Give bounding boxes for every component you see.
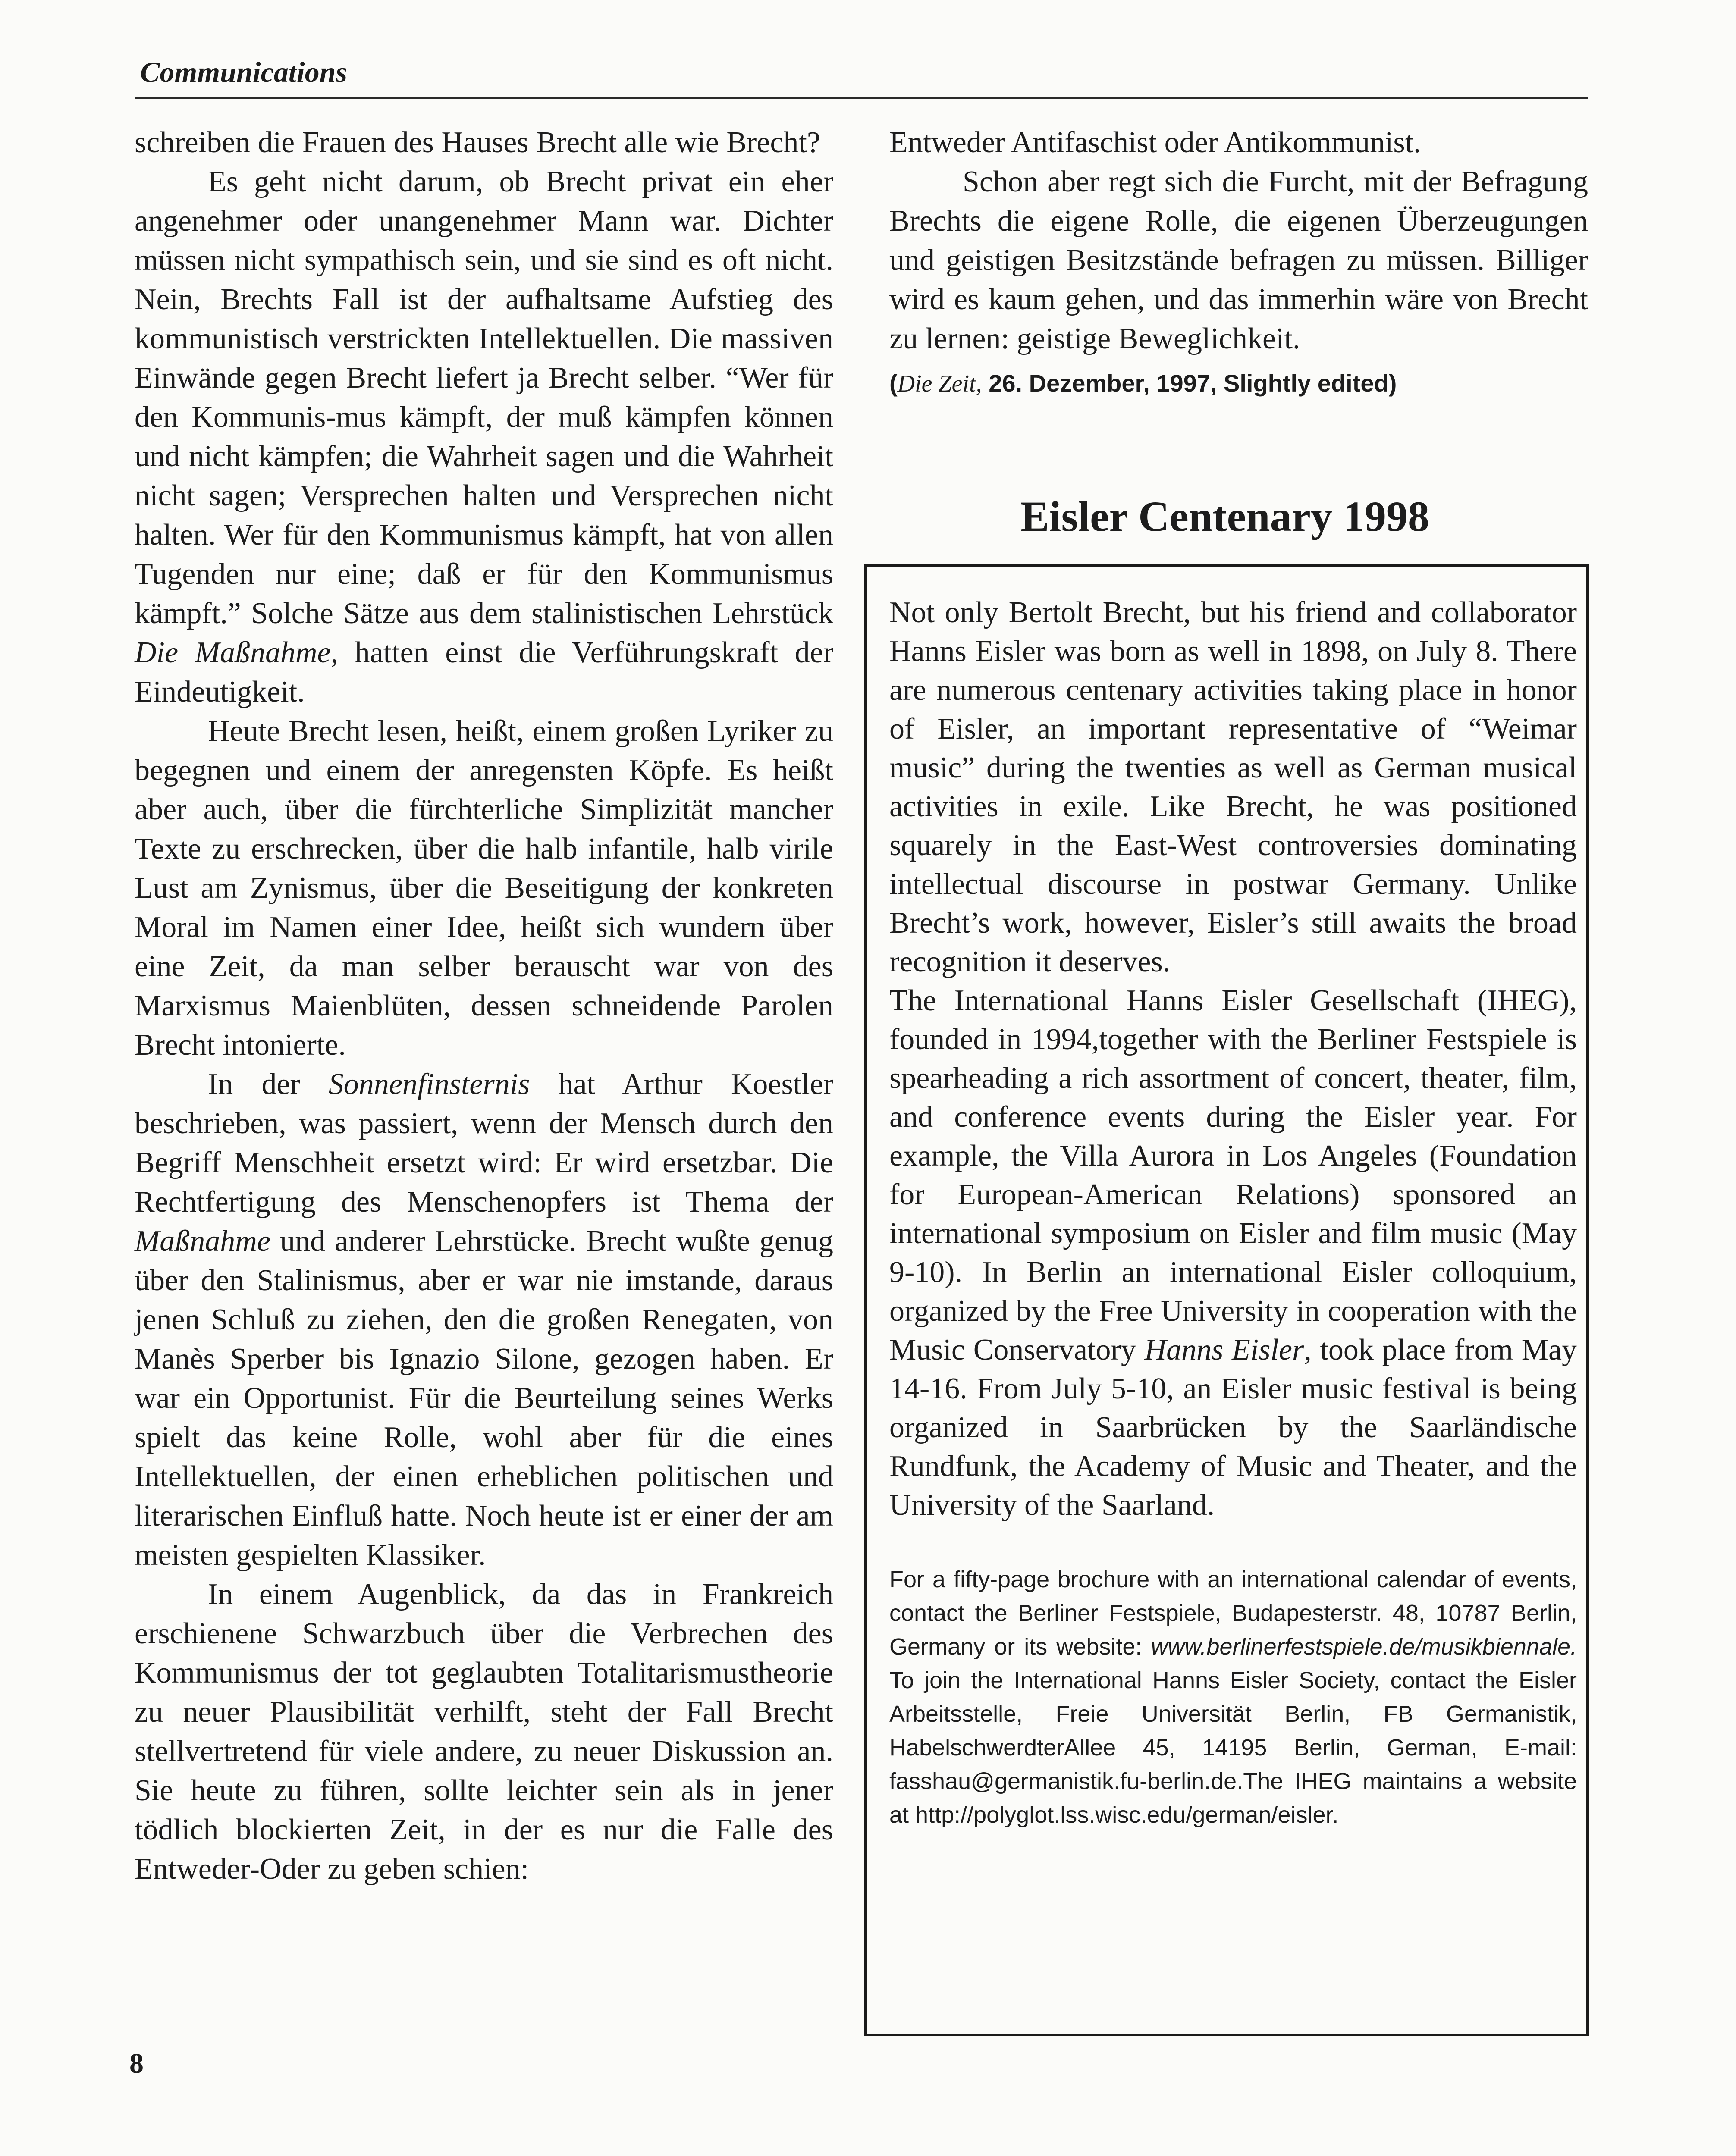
left-p4-mid: hat Arthur Koestler beschrieben, was passiert, wenn der Mensch durch den Begriff Menschheit ersetzt wird: Er wird ersetzbar. Die Rechtfertigung des Menschenopfers ist Thema der [135, 1068, 833, 1219]
left-p4-end: und anderer Lehrstücke. Brecht wußte genug über den Stalinismus, aber er war nie imstande, daraus jenen Schluß zu ziehen, den die großen Renegaten, von Manès Sperber bis Ignazio Silone, gezogen haben. Er war ein Opportunist. Für die Beurteilung seines Werks spielt das keine Rolle, wohl aber für die eines Intellektuellen, der einen erheblichen politischen und literarischen Einfluß hatte. Noch heute ist er einer der am meisten gespielten Klassiker. [135, 1225, 833, 1572]
page-number: 8 [129, 2048, 144, 2079]
left-p2-text: Es geht nicht darum, ob Brecht privat ein eher angenehmer oder unangenehmer Mann war. Dichter müssen nicht sympathisch sein, und sie sind es oft nicht. Nein, Brechts Fall ist der aufhaltsame Aufstieg des kommunistisch verstrickten Intellektuellen. Die massiven Einwände gegen Brecht liefert ja Brecht selber. “Wer für den Kommunis-mus kämpft, der muß kämpfen können und nicht kämpfen; die Wahrheit sagen und die Wahrheit nicht sagen; Versprechen halten und Versprechen nicht halten. Wer für den Kommunismus kämpft, hat von allen Tugenden nur eine; daß er für den Kommunismus kämpft.” Solche Sätze aus dem stalinistischen Lehrstück [135, 165, 833, 630]
running-header: Communications [140, 56, 347, 88]
festival-website-link: www.berlinerfestspiele.de/musikbiennale. [1151, 1634, 1577, 1660]
box-small-end: To join the International Hanns Eisler Society, contact the Eisler Arbeitsstelle, Freie Universität Berlin, FB Germanistik, HabelschwerdterAllee 45, 14195 Berlin, German, E-mail: fasshau@germanistik.fu-berlin.de.The IHEG maintains a website at http://polyglot.lss.wisc.edu/german/eisler. [889, 1667, 1577, 1828]
box-contact-info [889, 1563, 1577, 1832]
left-p2-title: Die Maßnahme [135, 636, 331, 669]
header-rule [135, 97, 1588, 99]
box-p2-text: The International Hanns Eisler Gesellschaft (IHEG), founded in 1994,together with the Berliner Festspiele is spearheading a rich assortment of concert, theater, film, and conference events during the Eisler year. For example, the Villa Aurora in Los Angeles (Foundation for European-American Relations) sponsored an international symposium on Eisler and film music (May 9-10). In Berlin an international Eisler colloquium, organized by the Free University in cooperation with the Music Conservatory [889, 984, 1577, 1366]
citation-rest: 26. Dezember, 1997, Slightly edited) [989, 370, 1397, 397]
citation [889, 366, 1588, 401]
box-small-start: For a fifty-page brochure with an international calendar of events, contact the Berliner Festspiele, Budapesterstr. 48, 10787 Berlin, Germany or its website: [889, 1567, 1577, 1660]
box-body [889, 593, 1577, 1525]
left-column [135, 123, 833, 1889]
left-paragraph-1: schreiben die Frauen des Hauses Brecht alle wie Brecht? [135, 126, 820, 159]
box-paragraph-2 [889, 981, 1577, 1525]
right-paragraph-2: Schon aber regt sich die Furcht, mit der Befragung Brechts die eigene Rolle, die eigenen Überzeugungen und geistigen Besitzstände befragen zu müssen. Billiger wird es kaum gehen, und das immerhin wäre von Brecht zu lernen: geistige Beweglichkeit. [889, 165, 1588, 355]
left-p4-title-2: Maßnahme [135, 1225, 270, 1258]
citation-open: ( [889, 370, 898, 397]
right-paragraph-1: Entweder Antifaschist oder Antikommunist. [889, 126, 1421, 159]
box-paragraph-1: Not only Bertolt Brecht, but his friend and collaborator Hanns Eisler was born as well in 1898, on July 8. There are numerous centenary activities taking place in honor of Eisler, an important representative of “Weimar music” during the twenties as well as German musical activities in exile. Like Brecht, he was positioned squarely in the East-West controversies dominating intellectual discourse in postwar Germany. Unlike Brecht’s work, however, Eisler’s still awaits the broad recognition it deserves. [889, 596, 1577, 978]
citation-source: Die Zeit, [897, 370, 982, 397]
announcement-box [864, 564, 1589, 2036]
left-paragraph-2 [135, 162, 833, 711]
left-p4-start: In der [208, 1068, 300, 1101]
left-p4-title-1: Sonnenfinsternis [328, 1068, 530, 1101]
left-paragraph-4 [135, 1065, 833, 1575]
box-p2-name: Hanns Eisler [1144, 1333, 1304, 1366]
right-column [889, 123, 1588, 401]
left-paragraph-5: In einem Augenblick, da das in Frankreich erschienene Schwarzbuch über die Verbrechen des Kommunismus der tot geglaubten Totalitarismustheorie zu neuer Plausibilität verhilft, steht der Fall Brecht stellvertretend für viele andere, zu neuer Diskussion an. Sie heute zu führen, sollte leichter sein als in jener tödlich blockierten Zeit, in der es nur die Falle des Entweder-Oder zu geben schien: [135, 1578, 833, 1886]
section-title: Eisler Centenary 1998 [1020, 492, 1430, 540]
box-p2-end: , took place from May 14-16. From July 5-10, an Eisler music festival is being organized in Saarbrücken by the Saarländische Rundfunk, the Academy of Music and Theater, and the University of the Saarland. [889, 1333, 1577, 1522]
box-small-paragraph [889, 1563, 1577, 1832]
left-paragraph-3: Heute Brecht lesen, heißt, einem großen Lyriker zu begegnen und einem der anregensten Köpfe. Es heißt aber auch, über die fürchterliche Simplizität mancher Texte zu erschrecken, über die halb infantile, halb virile Lust am Zynismus, über die Beseitigung der konkreten Moral im Namen einer Idee, heißt sich wundern über eine Zeit, da man selber berauscht war von des Marxismus Maienblüten, dessen schneidende Parolen Brecht intonierte. [135, 714, 833, 1062]
left-p2-end: , hatten einst die Verführungskraft der Eindeutigkeit. [135, 636, 833, 708]
